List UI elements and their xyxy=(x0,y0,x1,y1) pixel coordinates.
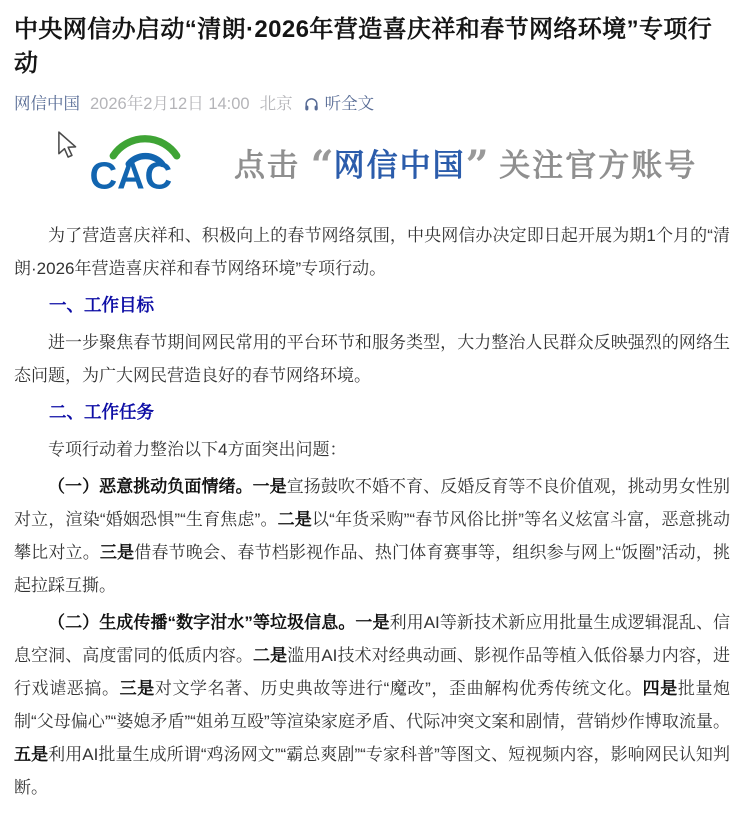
location-label: 北京 xyxy=(259,95,293,113)
body-paragraph: 为了营造喜庆祥和、积极向上的春节网络氛围，中央网信办决定即日起开展为期1个月的“清朗·2026年营造喜庆祥和春节网络环境”专项行动。 xyxy=(14,226,730,278)
section-heading: 一、工作目标 xyxy=(49,295,154,315)
article-body xyxy=(14,219,730,804)
section-heading: 二、工作任务 xyxy=(49,402,154,422)
headphones-icon xyxy=(303,96,320,113)
source-account-link[interactable]: 网信中国 xyxy=(14,95,80,113)
meta-row xyxy=(14,93,730,115)
publish-date: 2026年2月12日 14:00 xyxy=(90,95,250,113)
body-paragraph: （一）恶意挑动负面情绪。一是宣扬鼓吹不婚不育、反婚反育等不良价值观，挑动男女性别对立，渲染“婚姻恐惧”“生育焦虑”。二是以“年货采购”“春节风俗比拼”等名义炫富斗富，恶意挑动攀比对立。三是借春节晚会、春节档影视作品、热门体育赛事等，组织参与网上“饭圈”活动，挑起拉踩互撕。 xyxy=(14,477,731,595)
listen-button[interactable] xyxy=(303,93,375,115)
svg-text:CAC: CAC xyxy=(89,154,173,195)
cac-logo xyxy=(86,133,204,195)
listen-label: 听全文 xyxy=(324,95,375,113)
banner-caption: 点击 “网信中国” 关注官方账号 xyxy=(234,141,698,189)
banner-image[interactable] xyxy=(14,123,730,205)
mouse-cursor-icon xyxy=(56,131,80,164)
body-paragraph: （二）生成传播“数字泔水”等垃圾信息。一是利用AI等新技术新应用批量生成逻辑混乱、信息空洞、高度雷同的低质内容。二是滥用AI技术对经典动画、影视作品等植入低俗暴力内容，进行戏谑恶搞。三是对文学名著、历史典故等进行“魔改”，歪曲解构优秀传统文化。四是批量炮制“父母偏心”“婆媳矛盾”“姐弟互殴”等渲染家庭矛盾、代际冲突文案和剧情，营销炒作博取流量。五是利用AI批量生成所谓“鸡汤网文”“霸总爽剧”“专家科普”等图文、短视频内容，影响网民认知判断。 xyxy=(14,613,731,797)
article-title: 中央网信办启动“清朗·2026年营造喜庆祥和春节网络环境”专项行动 xyxy=(14,16,713,77)
body-paragraph: 专项行动着力整治以下4方面突出问题： xyxy=(48,440,347,459)
article-page xyxy=(0,13,744,804)
body-paragraph: 进一步聚焦春节期间网民常用的平台环节和服务类型，大力整治人民群众反映强烈的网络生态问题，为广大网民营造良好的春节网络环境。 xyxy=(14,333,730,385)
